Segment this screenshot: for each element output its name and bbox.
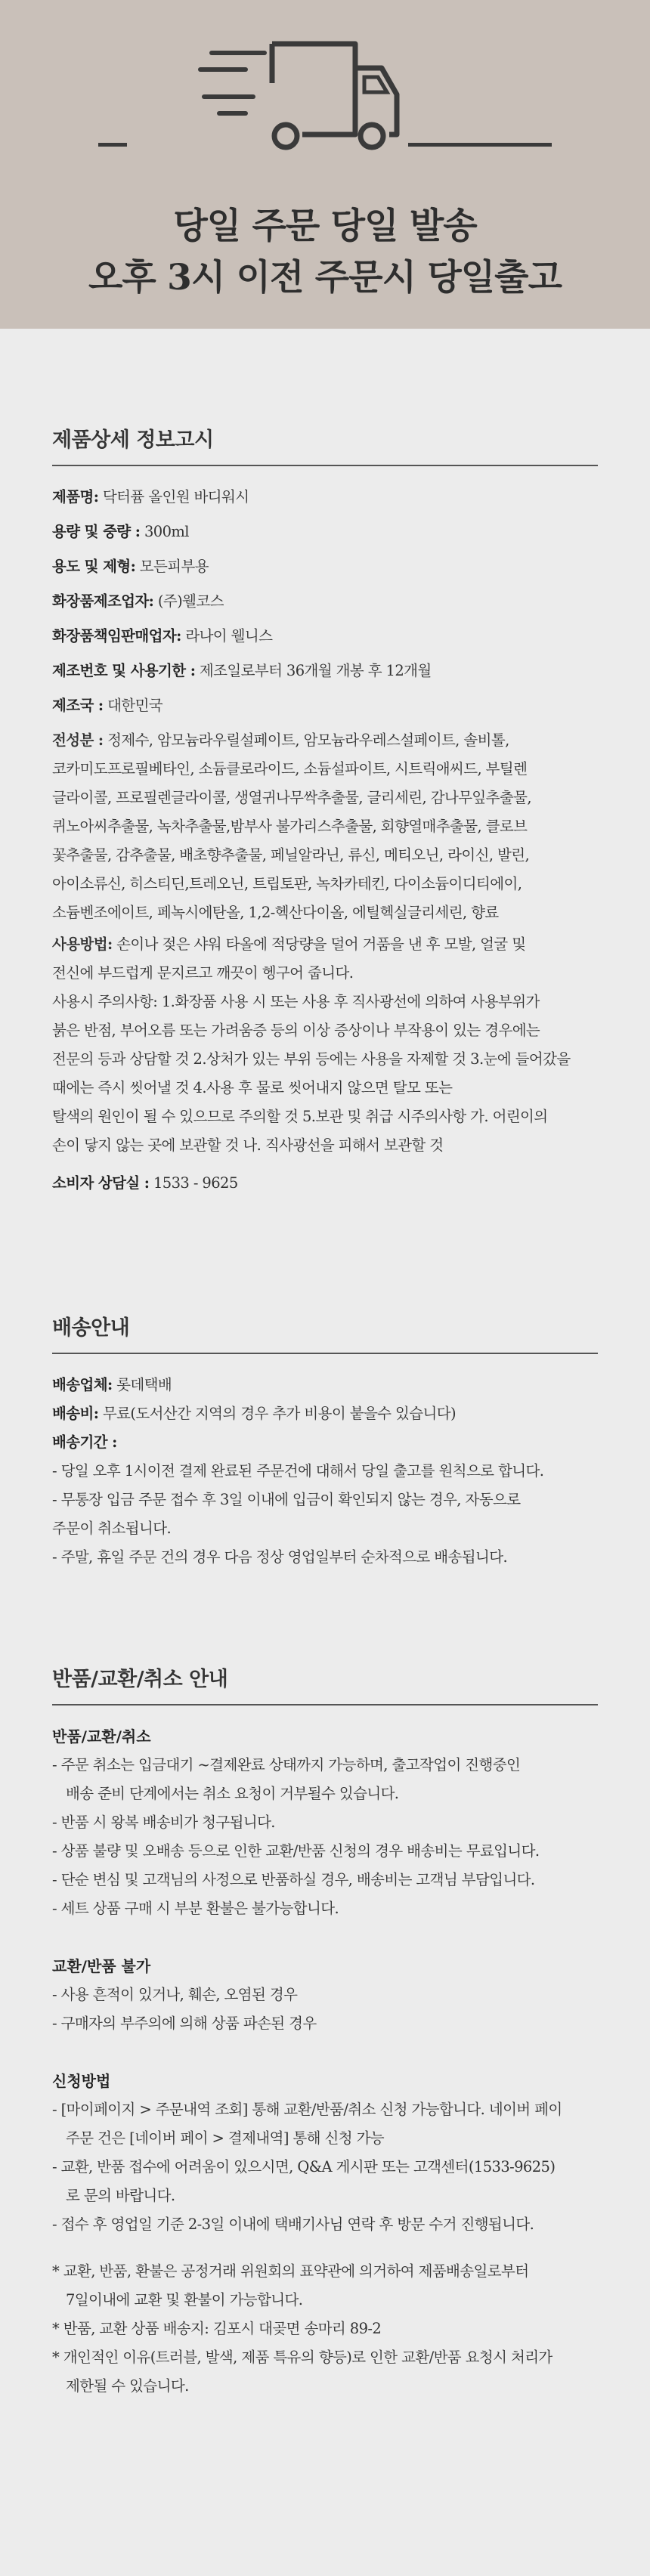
list-item: - [마이페이지 > 주문내역 조회] 통해 교환/반품/취소 신청 가능합니다. 네이버 페이 <box>52 2101 562 2118</box>
list-item: - 상품 불량 및 오배송 등으로 인한 교환/반품 신청의 경우 배송비는 무료입니다. <box>52 1842 540 1860</box>
info-label: 제품명: <box>52 488 99 506</box>
courier-row <box>52 1371 598 1399</box>
ingredients-line: 정제수, 암모늄라우릴설페이트, 암모늄라우레스설페이트, 솔비톨, <box>103 731 509 749</box>
list-item: - 세트 상품 구매 시 부분 환불은 불가능합니다. <box>52 1900 339 1917</box>
info-row <box>52 622 598 651</box>
apply-list <box>52 2095 598 2239</box>
info-row <box>52 657 598 685</box>
info-label: 화장품책임판매업자: <box>52 627 181 645</box>
shipping-details <box>52 1457 598 1572</box>
info-value: 닥터퓸 올인원 바디워시 <box>98 488 249 506</box>
usage-line: 탈색의 원인이 될 수 있으므로 주의할 것 5.보관 및 취급 시주의사항 가. 어린이의 <box>52 1108 548 1125</box>
info-value: 제조일로부터 36개월 개봉 후 12개월 <box>195 662 432 679</box>
consult-row <box>52 1169 598 1198</box>
list-item: - 반품 시 왕복 배송비가 청구됩니다. <box>52 1814 275 1831</box>
no-return-subtitle: 교환/반품 불가 <box>52 1957 151 1975</box>
ingredients-line: 코카미도프로필베타인, 소듐클로라이드, 소듐설파이트, 시트릭애씨드, 부틸렌 <box>52 760 528 778</box>
usage-line: 붉은 반점, 부어오름 또는 가려움증 등의 이상 증상이나 부작용이 있는 경우에는 <box>52 1022 540 1039</box>
usage-line: 때에는 즉시 씻어낼 것 4.사용 후 물로 씻어내지 않으면 탈모 또는 <box>52 1079 453 1096</box>
list-item: - 단순 변심 및 고객님의 사정으로 반품하실 경우, 배송비는 고객님 부담입니다. <box>52 1871 535 1888</box>
list-item: - 구매자의 부주의에 의해 상품 파손된 경우 <box>52 2015 317 2032</box>
hero-underline-right <box>408 143 552 147</box>
info-row <box>52 587 598 616</box>
shipping-line: 주문이 취소됩니다. <box>52 1520 172 1537</box>
usage-line: 전문의 등과 상담할 것 2.상처가 있는 부위 등에는 사용을 자제할 것 3.눈에 들어갔을 <box>52 1050 571 1068</box>
info-value: 모든피부용 <box>135 558 209 575</box>
list-item: 주문 건은 [네이버 페이 > 결제내역] 통해 신청 가능 <box>66 2129 385 2147</box>
list-item: - 접수 후 영업일 기준 2-3일 이내에 택배기사님 연락 후 방문 수거 진행됩니다. <box>52 2216 534 2233</box>
shipping-section <box>52 1311 598 1572</box>
ingredients-block <box>52 726 598 927</box>
info-row <box>52 552 598 581</box>
hero-title-line2: 오후 3시 이전 주문시 당일출고 <box>88 257 562 298</box>
list-item: - 주문 취소는 입금대기 ~결제완료 상태까지 가능하며, 출고작업이 진행중인 <box>52 1756 521 1774</box>
apply-subtitle: 신청방법 <box>52 2072 111 2090</box>
info-row <box>52 483 598 512</box>
courier-label: 배송업체: <box>52 1376 113 1393</box>
ingredients-line: 아이소류신, 히스티딘,트레오닌, 트립토판, 녹차카테킨, 다이소듐이디티에이, <box>52 875 522 892</box>
usage-line: 손이 닿지 않는 곳에 보관할 것 나. 직사광선을 피해서 보관할 것 <box>52 1136 444 1154</box>
info-label: 제조국 : <box>52 697 104 714</box>
section-title: 제품상세 정보고시 <box>52 423 598 466</box>
section-title: 반품/교환/취소 안내 <box>52 1662 598 1705</box>
list-item: - 사용 흔적이 있거나, 훼손, 오염된 경우 <box>52 1986 298 2003</box>
period-label <box>52 1428 598 1457</box>
info-value: 대한민국 <box>103 697 163 714</box>
section-title: 배송안내 <box>52 1311 598 1354</box>
usage-label: 사용방법: <box>52 935 113 953</box>
fee-row <box>52 1399 598 1428</box>
info-label: 용량 및 중량 : <box>52 523 141 540</box>
returns-section <box>52 1662 598 2401</box>
hero-banner <box>0 0 650 329</box>
courier-value: 롯데택배 <box>112 1376 172 1393</box>
cancel-subtitle: 반품/교환/취소 <box>52 1727 151 1746</box>
ingredients-label: 전성분 : <box>52 731 104 749</box>
note-item: 7일이내에 교환 및 환불이 가능합니다. <box>66 2291 303 2309</box>
note-item: * 반품, 교환 상품 배송지: 김포시 대곶면 송마리 89-2 <box>52 2320 382 2337</box>
ingredients-line: 꽃추출물, 감추출물, 배초향추출물, 페닐알라닌, 류신, 메티오닌, 라이신, 발린, <box>52 846 530 864</box>
usage-line: 사용시 주의사항: 1.화장품 사용 시 또는 사용 후 직사광선에 의하여 사용부위가 <box>52 993 540 1010</box>
no-return-list <box>52 1981 598 2038</box>
info-label: 제조번호 및 사용기한 : <box>52 662 196 679</box>
list-item: - 교환, 반품 접수에 어려움이 있으시면, Q&A 게시판 또는 고객센터(1533-9625) <box>52 2158 556 2176</box>
usage-block <box>52 930 598 1160</box>
hero-underline-left <box>98 143 127 147</box>
info-value: 라나이 웰니스 <box>181 627 273 645</box>
notes-list <box>52 2257 598 2401</box>
list-item: 로 문의 바랍니다. <box>66 2187 175 2204</box>
ingredients-line: 소듐벤조에이트, 페녹시에탄올, 1,2-헥산다이올, 에틸헥실글리세린, 향료 <box>52 904 499 921</box>
note-item: 제한될 수 있습니다. <box>66 2377 189 2395</box>
shipping-line: - 당일 오후 1시이전 결제 완료된 주문건에 대해서 당일 출고를 원칙으로 합니다. <box>52 1462 544 1480</box>
ingredients-line: 퀴노아씨추출물, 녹차추출물,밤부사 불가리스추출물, 회향열매추출물, 클로브 <box>52 818 528 835</box>
note-item: * 개인적인 이유(트러블, 발색, 제품 특유의 향등)로 인한 교환/반품 요청시 처리가 <box>52 2349 552 2366</box>
period-label-text: 배송기간 : <box>52 1433 117 1451</box>
info-value: (주)웰코스 <box>153 592 224 610</box>
info-label: 용도 및 제형: <box>52 558 136 575</box>
info-label: 화장품제조업자: <box>52 592 154 610</box>
shipping-line: - 주말, 휴일 주문 건의 경우 다음 정상 영업일부터 순차적으로 배송됩니다. <box>52 1548 508 1566</box>
consult-phone: 1533 - 9625 <box>149 1174 238 1192</box>
info-row <box>52 518 598 546</box>
hero-title-line1: 당일 주문 당일 발송 <box>173 206 477 247</box>
delivery-truck-icon <box>91 38 408 151</box>
info-row <box>52 691 598 720</box>
consult-label: 소비자 상담실 : <box>52 1174 150 1192</box>
shipping-line: - 무통장 입금 주문 접수 후 3일 이내에 입금이 확인되지 않는 경우, 자동으로 <box>52 1491 521 1508</box>
fee-value: 무료(도서산간 지역의 경우 추가 비용이 붙을수 있습니다) <box>98 1405 456 1422</box>
product-info-section <box>52 423 598 1198</box>
info-value: 300ml <box>140 523 189 540</box>
cancel-list <box>52 1751 598 1923</box>
fee-label: 배송비: <box>52 1405 99 1422</box>
usage-line: 전신에 부드럽게 문지르고 깨끗이 헹구어 줍니다. <box>52 964 354 982</box>
list-item: 배송 준비 단계에서는 취소 요청이 거부될수 있습니다. <box>66 1785 399 1802</box>
usage-line: 손이나 젖은 샤워 타올에 적당량을 덜어 거품을 낸 후 모발, 얼굴 및 <box>112 935 526 953</box>
note-item: * 교환, 반품, 환불은 공정거래 위원회의 표약관에 의거하여 제품배송일로부터 <box>52 2262 529 2280</box>
ingredients-line: 글라이콜, 프로필렌글라이콜, 생열귀나무싹추출물, 글리세린, 감나무잎추출물, <box>52 789 531 806</box>
